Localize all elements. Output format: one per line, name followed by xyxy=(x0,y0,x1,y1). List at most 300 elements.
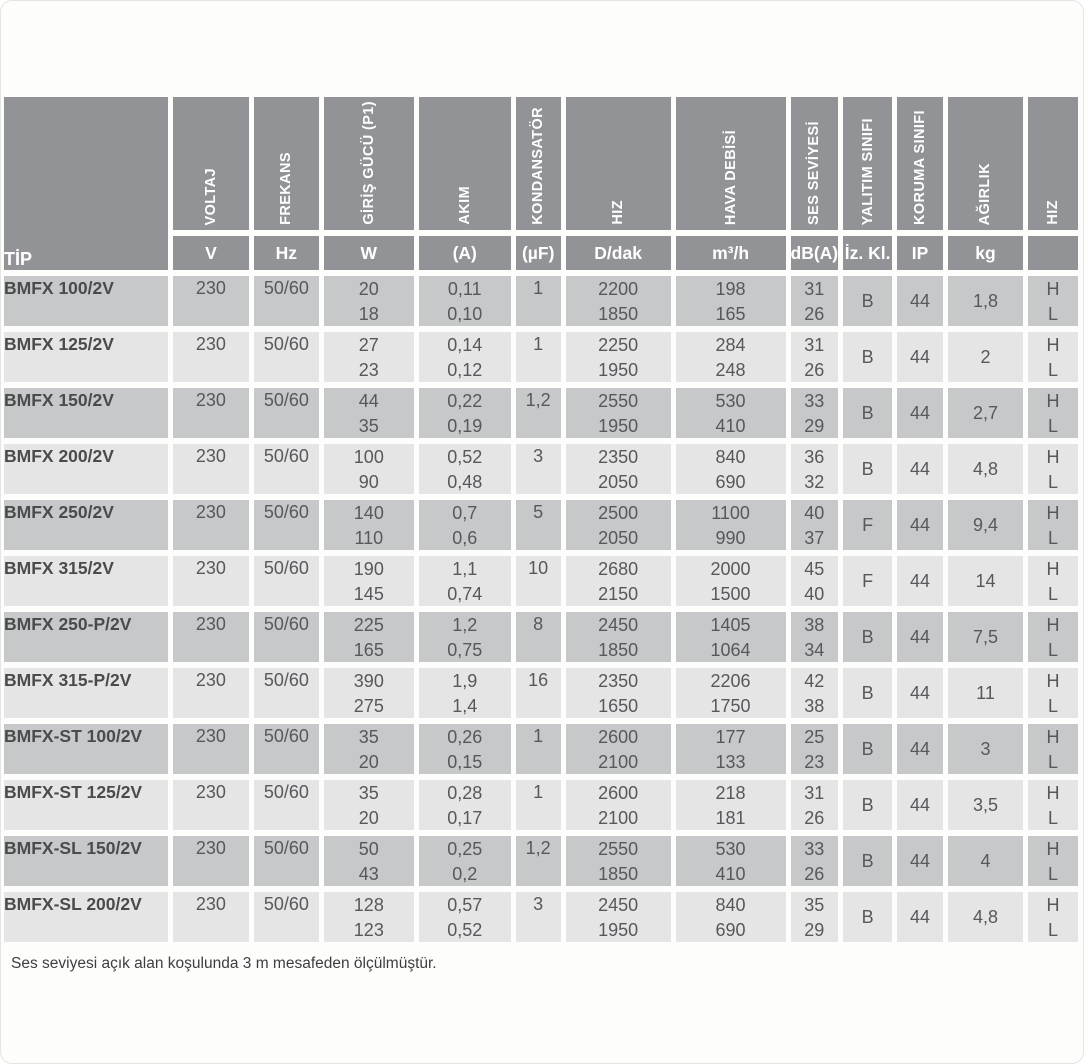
cell-hiz xyxy=(566,836,671,886)
cell-line: L xyxy=(1047,584,1058,604)
cell-line: 410 xyxy=(715,416,746,436)
cell-giris_gucu xyxy=(324,388,414,438)
cell-hiz xyxy=(566,780,671,830)
cell-voltaj: 230 xyxy=(173,276,249,326)
cell-frekans: 50/60 xyxy=(254,444,319,494)
column-header-yalitim xyxy=(843,97,892,230)
cell-voltaj: 230 xyxy=(173,892,249,942)
cell-line: 0,2 xyxy=(452,864,478,884)
cell-hiz2 xyxy=(1028,780,1078,830)
cell-hiz2 xyxy=(1028,668,1078,718)
cell-line: 32 xyxy=(804,472,825,492)
cell-koruma: 44 xyxy=(897,444,943,494)
cell-line: 248 xyxy=(715,360,746,380)
cell-line: 2600 xyxy=(598,727,639,747)
cell-line: 225 xyxy=(353,615,384,635)
cell-line: 0,14 xyxy=(447,335,483,355)
cell-frekans: 50/60 xyxy=(254,836,319,886)
cell-line: 33 xyxy=(804,391,825,411)
cell-yalitim: F xyxy=(843,500,892,550)
cell-line: 1064 xyxy=(710,640,751,660)
cell-line: 145 xyxy=(353,584,384,604)
cell-line: 26 xyxy=(804,360,825,380)
cell-akim xyxy=(419,276,511,326)
cell-tip: BMFX 100/2V xyxy=(4,276,168,326)
cell-hava_debisi xyxy=(676,332,786,382)
cell-line: 190 xyxy=(353,559,384,579)
cell-ses_seviyesi xyxy=(791,724,839,774)
cell-line: 40 xyxy=(804,584,825,604)
cell-tip: BMFX-ST 100/2V xyxy=(4,724,168,774)
column-unit-frekans: Hz xyxy=(254,236,319,270)
cell-yalitim: B xyxy=(843,724,892,774)
cell-line: 410 xyxy=(715,864,746,884)
table-row xyxy=(4,836,1078,886)
cell-agirlik: 11 xyxy=(948,668,1023,718)
cell-line: 284 xyxy=(715,335,746,355)
cell-line: L xyxy=(1047,472,1058,492)
cell-akim xyxy=(419,780,511,830)
cell-tip: BMFX-SL 150/2V xyxy=(4,836,168,886)
cell-line: 218 xyxy=(715,783,746,803)
cell-hava_debisi xyxy=(676,836,786,886)
cell-yalitim: B xyxy=(843,836,892,886)
cell-giris_gucu xyxy=(324,836,414,886)
cell-line: H xyxy=(1046,559,1060,579)
cell-yalitim: B xyxy=(843,332,892,382)
cell-ses_seviyesi xyxy=(791,444,839,494)
column-header-tip: TİP xyxy=(4,97,168,270)
cell-ses_seviyesi xyxy=(791,892,839,942)
cell-line: 1850 xyxy=(598,640,639,660)
cell-kondansator: 1 xyxy=(516,724,561,774)
cell-kondansator: 3 xyxy=(516,892,561,942)
cell-line: 0,52 xyxy=(447,920,483,940)
cell-yalitim: B xyxy=(843,892,892,942)
column-header-hiz2 xyxy=(1028,97,1078,230)
cell-line: 0,11 xyxy=(447,279,482,299)
cell-line: 100 xyxy=(353,447,384,467)
cell-hiz2 xyxy=(1028,388,1078,438)
cell-line: 31 xyxy=(804,279,825,299)
cell-hava_debisi xyxy=(676,780,786,830)
cell-line: 2550 xyxy=(598,391,639,411)
cell-kondansator: 8 xyxy=(516,612,561,662)
cell-kondansator: 1 xyxy=(516,276,561,326)
cell-line: 50 xyxy=(358,839,379,859)
cell-hava_debisi xyxy=(676,500,786,550)
cell-ses_seviyesi xyxy=(791,276,839,326)
column-header-label: FREKANS xyxy=(278,152,295,225)
cell-hiz2 xyxy=(1028,500,1078,550)
cell-line: 840 xyxy=(715,895,746,915)
table-row xyxy=(4,500,1078,550)
cell-giris_gucu xyxy=(324,612,414,662)
cell-giris_gucu xyxy=(324,556,414,606)
cell-line: 1,1 xyxy=(452,559,478,579)
cell-line: L xyxy=(1047,640,1058,660)
cell-voltaj: 230 xyxy=(173,668,249,718)
cell-agirlik: 9,4 xyxy=(948,500,1023,550)
cell-hiz xyxy=(566,444,671,494)
table-row xyxy=(4,724,1078,774)
cell-line: 26 xyxy=(804,864,825,884)
cell-ses_seviyesi xyxy=(791,780,839,830)
cell-frekans: 50/60 xyxy=(254,612,319,662)
cell-frekans: 50/60 xyxy=(254,332,319,382)
cell-line: 0,19 xyxy=(447,416,483,436)
cell-line: 45 xyxy=(804,559,825,579)
cell-line: L xyxy=(1047,528,1058,548)
cell-akim xyxy=(419,332,511,382)
cell-ses_seviyesi xyxy=(791,500,839,550)
cell-line: 275 xyxy=(353,696,384,716)
cell-hiz2 xyxy=(1028,444,1078,494)
column-header-label: AKIM xyxy=(456,186,473,225)
cell-hiz2 xyxy=(1028,612,1078,662)
cell-line: 35 xyxy=(804,895,825,915)
cell-line: 31 xyxy=(804,783,825,803)
cell-agirlik: 1,8 xyxy=(948,276,1023,326)
cell-hiz xyxy=(566,612,671,662)
cell-line: 2250 xyxy=(598,335,639,355)
table-row xyxy=(4,780,1078,830)
cell-hiz2 xyxy=(1028,724,1078,774)
cell-line: 990 xyxy=(715,528,746,548)
cell-line: 23 xyxy=(804,752,825,772)
cell-line: 0,22 xyxy=(447,391,483,411)
cell-giris_gucu xyxy=(324,332,414,382)
cell-line: 530 xyxy=(715,391,746,411)
column-header-label: HIZ xyxy=(610,200,627,225)
cell-line: 0,57 xyxy=(447,895,483,915)
cell-voltaj: 230 xyxy=(173,612,249,662)
cell-tip: BMFX 250/2V xyxy=(4,500,168,550)
cell-line: 29 xyxy=(804,416,825,436)
cell-koruma: 44 xyxy=(897,892,943,942)
cell-line: 35 xyxy=(358,416,379,436)
cell-kondansator: 16 xyxy=(516,668,561,718)
cell-line: 110 xyxy=(354,528,384,548)
cell-line: 181 xyxy=(715,808,746,828)
cell-agirlik: 4,8 xyxy=(948,892,1023,942)
cell-line: H xyxy=(1046,503,1060,523)
cell-line: 133 xyxy=(715,752,746,772)
column-unit-ses_seviyesi: dB(A) xyxy=(791,236,839,270)
cell-yalitim: B xyxy=(843,612,892,662)
cell-line: 165 xyxy=(715,304,746,324)
cell-hiz xyxy=(566,556,671,606)
cell-line: 1100 xyxy=(711,503,750,523)
cell-hava_debisi xyxy=(676,276,786,326)
cell-agirlik: 4,8 xyxy=(948,444,1023,494)
cell-voltaj: 230 xyxy=(173,836,249,886)
cell-agirlik: 2 xyxy=(948,332,1023,382)
cell-agirlik: 3,5 xyxy=(948,780,1023,830)
cell-line: 2450 xyxy=(598,895,639,915)
cell-line: 128 xyxy=(353,895,384,915)
cell-line: 44 xyxy=(358,391,379,411)
cell-kondansator: 5 xyxy=(516,500,561,550)
cell-tip: BMFX 125/2V xyxy=(4,332,168,382)
cell-line: 0,10 xyxy=(447,304,483,324)
cell-line: 2450 xyxy=(598,615,639,635)
cell-line: 36 xyxy=(804,447,825,467)
cell-line: 390 xyxy=(353,671,384,691)
cell-line: 0,7 xyxy=(452,503,478,523)
cell-line: 2350 xyxy=(598,671,639,691)
column-header-ses_seviyesi xyxy=(791,97,839,230)
cell-line: 2100 xyxy=(598,808,639,828)
cell-line: H xyxy=(1046,895,1060,915)
cell-hava_debisi xyxy=(676,556,786,606)
table-row xyxy=(4,668,1078,718)
cell-line: 26 xyxy=(804,808,825,828)
cell-line: 18 xyxy=(358,304,379,324)
cell-akim xyxy=(419,612,511,662)
column-header-label: KORUMA SINIFI xyxy=(912,109,929,225)
cell-line: 29 xyxy=(804,920,825,940)
cell-line: H xyxy=(1046,727,1060,747)
column-header-giris_gucu xyxy=(324,97,414,230)
cell-line: L xyxy=(1047,696,1058,716)
cell-line: H xyxy=(1046,671,1060,691)
cell-frekans: 50/60 xyxy=(254,276,319,326)
cell-yalitim: B xyxy=(843,668,892,718)
column-header-label: AĞIRLIK xyxy=(977,162,994,225)
cell-line: L xyxy=(1047,864,1058,884)
column-unit-koruma: IP xyxy=(897,236,943,270)
cell-kondansator: 1 xyxy=(516,780,561,830)
cell-line: 2050 xyxy=(598,528,639,548)
cell-line: 38 xyxy=(804,615,825,635)
table-row xyxy=(4,444,1078,494)
cell-akim xyxy=(419,500,511,550)
cell-line: 1750 xyxy=(710,696,751,716)
cell-line: 530 xyxy=(715,839,746,859)
cell-line: 1950 xyxy=(598,920,639,940)
cell-hiz xyxy=(566,388,671,438)
cell-line: 2500 xyxy=(598,503,639,523)
cell-kondansator: 3 xyxy=(516,444,561,494)
table-row xyxy=(4,612,1078,662)
column-header-agirlik xyxy=(948,97,1023,230)
table-row xyxy=(4,388,1078,438)
cell-yalitim: B xyxy=(843,276,892,326)
cell-hava_debisi xyxy=(676,724,786,774)
cell-kondansator: 1,2 xyxy=(516,836,561,886)
cell-yalitim: B xyxy=(843,780,892,830)
cell-line: 31 xyxy=(804,335,825,355)
cell-line: 0,25 xyxy=(447,839,483,859)
footnote: Ses seviyesi açık alan koşulunda 3 m mesafeden ölçülmüştür. xyxy=(11,955,437,972)
cell-line: 0,15 xyxy=(447,752,483,772)
cell-ses_seviyesi xyxy=(791,612,839,662)
cell-akim xyxy=(419,556,511,606)
cell-giris_gucu xyxy=(324,892,414,942)
cell-agirlik: 14 xyxy=(948,556,1023,606)
cell-line: 26 xyxy=(804,304,825,324)
cell-hiz xyxy=(566,500,671,550)
cell-line: 38 xyxy=(804,696,825,716)
cell-line: 1,9 xyxy=(452,671,478,691)
cell-hiz2 xyxy=(1028,276,1078,326)
cell-line: H xyxy=(1046,783,1060,803)
cell-line: 1500 xyxy=(710,584,751,604)
column-header-label: GİRİŞ GÜCÜ (P1) xyxy=(360,101,377,225)
cell-hava_debisi xyxy=(676,892,786,942)
cell-giris_gucu xyxy=(324,724,414,774)
cell-frekans: 50/60 xyxy=(254,500,319,550)
cell-ses_seviyesi xyxy=(791,668,839,718)
cell-hiz xyxy=(566,892,671,942)
cell-agirlik: 7,5 xyxy=(948,612,1023,662)
cell-ses_seviyesi xyxy=(791,332,839,382)
column-header-frekans xyxy=(254,97,319,230)
column-header-label: HIZ xyxy=(1044,200,1061,225)
column-header-koruma xyxy=(897,97,943,230)
cell-line: H xyxy=(1046,391,1060,411)
cell-kondansator: 1 xyxy=(516,332,561,382)
cell-tip: BMFX 150/2V xyxy=(4,388,168,438)
cell-frekans: 50/60 xyxy=(254,780,319,830)
column-unit-giris_gucu: W xyxy=(324,236,414,270)
column-header-label: KONDANSATÖR xyxy=(530,107,547,225)
cell-line: 2600 xyxy=(598,783,639,803)
cell-line: 35 xyxy=(358,783,379,803)
cell-voltaj: 230 xyxy=(173,556,249,606)
cell-tip: BMFX 200/2V xyxy=(4,444,168,494)
cell-line: 1650 xyxy=(598,696,639,716)
cell-line: 0,74 xyxy=(447,584,483,604)
cell-tip: BMFX 315/2V xyxy=(4,556,168,606)
cell-hiz2 xyxy=(1028,836,1078,886)
cell-line: 177 xyxy=(715,727,746,747)
cell-kondansator: 1,2 xyxy=(516,388,561,438)
cell-akim xyxy=(419,668,511,718)
cell-frekans: 50/60 xyxy=(254,668,319,718)
column-unit-akim: (A) xyxy=(419,236,511,270)
table-row xyxy=(4,276,1078,326)
cell-tip: BMFX 250-P/2V xyxy=(4,612,168,662)
cell-giris_gucu xyxy=(324,276,414,326)
cell-line: H xyxy=(1046,447,1060,467)
cell-line: 123 xyxy=(353,920,384,940)
column-header-label: HAVA DEBİSİ xyxy=(722,129,739,225)
cell-line: 165 xyxy=(353,640,384,660)
cell-hiz2 xyxy=(1028,892,1078,942)
cell-line: 0,48 xyxy=(447,472,483,492)
cell-frekans: 50/60 xyxy=(254,724,319,774)
cell-koruma: 44 xyxy=(897,780,943,830)
cell-line: 23 xyxy=(358,360,379,380)
column-unit-kondansator: (µF) xyxy=(516,236,561,270)
cell-line: H xyxy=(1046,615,1060,635)
cell-hava_debisi xyxy=(676,444,786,494)
column-unit-yalitim: İz. Kl. xyxy=(843,236,892,270)
cell-line: 2680 xyxy=(598,559,639,579)
cell-line: 840 xyxy=(715,447,746,467)
column-unit-voltaj: V xyxy=(173,236,249,270)
cell-line: 25 xyxy=(804,727,825,747)
table-row xyxy=(4,556,1078,606)
cell-hava_debisi xyxy=(676,668,786,718)
table-body xyxy=(4,276,1078,942)
cell-line: 2206 xyxy=(710,671,751,691)
cell-line: 20 xyxy=(358,808,379,828)
cell-line: 2550 xyxy=(598,839,639,859)
cell-hava_debisi xyxy=(676,612,786,662)
cell-line: 20 xyxy=(358,279,379,299)
cell-line: 0,12 xyxy=(447,360,483,380)
cell-line: 0,6 xyxy=(452,528,478,548)
cell-hava_debisi xyxy=(676,388,786,438)
column-header-label: VOLTAJ xyxy=(202,167,219,225)
cell-line: 1,4 xyxy=(452,696,478,716)
column-unit-hava_debisi: m³/h xyxy=(676,236,786,270)
cell-line: H xyxy=(1046,279,1060,299)
cell-line: L xyxy=(1047,304,1058,324)
cell-line: L xyxy=(1047,920,1058,940)
cell-hiz xyxy=(566,332,671,382)
cell-agirlik: 2,7 xyxy=(948,388,1023,438)
cell-line: H xyxy=(1046,839,1060,859)
cell-yalitim: B xyxy=(843,388,892,438)
cell-agirlik: 3 xyxy=(948,724,1023,774)
cell-line: 27 xyxy=(358,335,379,355)
cell-line: 0,26 xyxy=(447,727,483,747)
header-label-row xyxy=(4,97,1078,230)
cell-line: 35 xyxy=(358,727,379,747)
cell-line: 2050 xyxy=(598,472,639,492)
cell-akim xyxy=(419,388,511,438)
column-header-label: SES SEVİYESİ xyxy=(806,121,823,225)
cell-voltaj: 230 xyxy=(173,444,249,494)
table-row xyxy=(4,332,1078,382)
column-header-voltaj xyxy=(173,97,249,230)
cell-ses_seviyesi xyxy=(791,836,839,886)
cell-tip: BMFX-ST 125/2V xyxy=(4,780,168,830)
cell-line: 140 xyxy=(353,503,384,523)
column-unit-agirlik: kg xyxy=(948,236,1023,270)
cell-akim xyxy=(419,724,511,774)
cell-line: 690 xyxy=(715,920,746,940)
cell-line: L xyxy=(1047,360,1058,380)
column-unit-hiz: D/dak xyxy=(566,236,671,270)
cell-line: 1850 xyxy=(598,304,639,324)
cell-line: 0,28 xyxy=(447,783,483,803)
cell-line: 2100 xyxy=(598,752,639,772)
cell-giris_gucu xyxy=(324,668,414,718)
cell-voltaj: 230 xyxy=(173,332,249,382)
cell-frekans: 50/60 xyxy=(254,892,319,942)
cell-koruma: 44 xyxy=(897,276,943,326)
cell-line: 0,75 xyxy=(447,640,483,660)
cell-line: 90 xyxy=(358,472,379,492)
column-header-label: YALITIM SINIFI xyxy=(859,117,876,225)
spec-table xyxy=(0,91,1083,948)
cell-akim xyxy=(419,892,511,942)
cell-koruma: 44 xyxy=(897,612,943,662)
cell-koruma: 44 xyxy=(897,836,943,886)
cell-line: 1950 xyxy=(598,416,639,436)
cell-ses_seviyesi xyxy=(791,556,839,606)
cell-line: 20 xyxy=(358,752,379,772)
cell-koruma: 44 xyxy=(897,500,943,550)
cell-voltaj: 230 xyxy=(173,500,249,550)
cell-hiz2 xyxy=(1028,556,1078,606)
cell-line: L xyxy=(1047,752,1058,772)
